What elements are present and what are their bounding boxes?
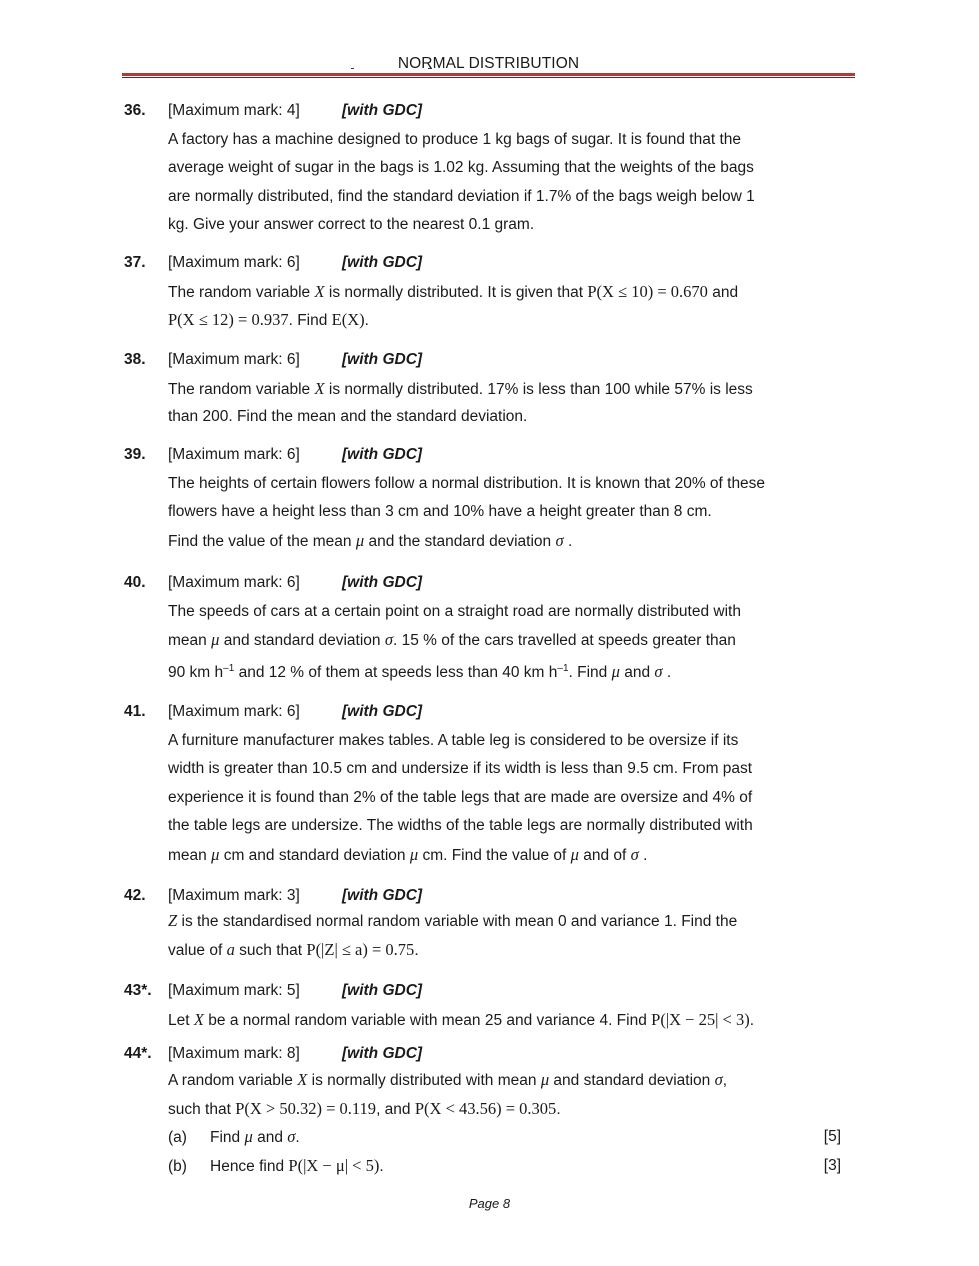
text-line <box>168 306 818 335</box>
part-marks: [5] <box>823 1128 841 1146</box>
text-line: A furniture manufacturer makes tables. A table leg is considered to be oversize if its <box>168 731 739 749</box>
page-header <box>122 55 855 75</box>
math-expression: P(X < 43.56) = 0.305 <box>414 1098 557 1118</box>
text-line <box>168 655 818 687</box>
gdc-label: [with GDC] <box>342 1045 423 1062</box>
math-z: Z <box>168 911 178 930</box>
text: . <box>749 1011 755 1029</box>
text: such that <box>168 1100 231 1118</box>
text: Let <box>168 1011 190 1029</box>
question-body <box>168 598 818 687</box>
math-sigma: σ <box>287 1127 296 1147</box>
math-mu: μ <box>211 630 220 650</box>
text: mean <box>168 846 207 864</box>
max-mark: [Maximum mark: 6] <box>168 446 300 463</box>
max-mark: [Maximum mark: 6] <box>168 574 300 591</box>
math-mu: μ <box>611 661 620 681</box>
max-mark: [Maximum mark: 4] <box>168 102 300 119</box>
math-expression: P(X ≤ 10) = 0.670 <box>587 281 708 301</box>
text-line <box>168 527 818 556</box>
math-sigma: σ <box>384 630 393 650</box>
text: Find the value of the mean <box>168 532 352 550</box>
question-number: 39. <box>124 446 146 463</box>
text-line: average weight of sugar in the bags is 1.02 kg. Assuming that the weights of the bags <box>168 159 754 177</box>
text-line <box>168 1095 818 1124</box>
max-mark: [Maximum mark: 6] <box>168 254 300 271</box>
text-line <box>168 841 818 870</box>
part-marks: [3] <box>823 1156 841 1174</box>
math-sigma: σ <box>555 530 564 550</box>
max-mark: [Maximum mark: 3] <box>168 887 300 904</box>
text: The random variable <box>168 380 311 398</box>
text: . <box>295 1129 300 1147</box>
part-a <box>168 1123 841 1152</box>
text: and the standard deviation <box>368 532 552 550</box>
gdc-label: [with GDC] <box>342 982 423 999</box>
math-mu: μ <box>211 844 220 864</box>
question-body <box>168 1006 818 1035</box>
text: mean <box>168 632 207 650</box>
header-rule <box>122 73 855 76</box>
text: and of <box>583 846 627 864</box>
question-number: 44*. <box>124 1045 152 1062</box>
text: . <box>643 846 648 864</box>
math-mu: μ <box>355 530 365 550</box>
part-label: (a) <box>168 1129 187 1147</box>
text: such that <box>239 941 303 959</box>
math-x: X <box>314 281 325 301</box>
question-number: 43*. <box>124 982 152 999</box>
text: cm. Find the value of <box>422 846 567 864</box>
text: and <box>257 1129 283 1147</box>
max-mark: [Maximum mark: 8] <box>168 1045 300 1062</box>
question-body <box>168 375 818 432</box>
text: and standard deviation <box>553 1072 711 1089</box>
math-x: X <box>314 378 325 398</box>
text: . <box>364 312 369 330</box>
text-line <box>168 936 818 965</box>
math-expression: P(|Z| ≤ a) = 0.75 <box>306 939 415 959</box>
text: . <box>414 941 419 959</box>
question-body <box>168 907 818 964</box>
question-number: 38. <box>124 351 146 368</box>
math-mu: μ <box>409 844 419 864</box>
math-expression: P(X > 50.32) = 0.119 <box>235 1098 377 1118</box>
text: . <box>379 1157 384 1175</box>
text: . 15 % of the cars travelled at speeds greater than <box>393 632 736 650</box>
text-line <box>168 626 818 655</box>
math-expression: E(X) <box>331 310 365 330</box>
text: 90 km h <box>168 663 224 681</box>
question-number: 42. <box>124 887 146 904</box>
text: cm and standard deviation <box>223 846 406 864</box>
text-line: kg. Give your answer correct to the nearest 0.1 gram. <box>168 216 535 234</box>
math-sigma: σ <box>630 844 639 864</box>
text-line <box>168 1006 818 1035</box>
text: , <box>722 1072 728 1089</box>
text-line <box>168 278 818 307</box>
math-x: X <box>193 1009 204 1029</box>
text: . Find <box>568 663 608 681</box>
header-title: NORMAL DISTRIBUTION <box>397 55 580 72</box>
question-body <box>168 278 818 335</box>
superscript: –1 <box>223 662 235 674</box>
text-line: A factory has a machine designed to produce 1 kg bags of sugar. It is found that the <box>168 130 742 148</box>
gdc-label: [with GDC] <box>342 574 423 591</box>
text-line <box>168 1066 818 1095</box>
question-body <box>168 126 818 240</box>
text-line: The heights of certain flowers follow a normal distribution. It is known that 20% of these <box>168 474 766 492</box>
text: and 12 % of them at speeds less than 40 km h <box>238 663 558 681</box>
math-mu: μ <box>244 1127 253 1147</box>
math-mu: μ <box>540 1070 550 1089</box>
math-expression: P(|X − 25| < 3) <box>651 1009 750 1029</box>
text: is normally distributed. It is given that <box>328 283 584 301</box>
question-body <box>168 470 818 556</box>
math-expression: P(|X − μ| < 5) <box>288 1155 380 1175</box>
superscript: –1 <box>557 662 569 674</box>
text-line: width is greater than 10.5 cm and undersize if its width is less than 9.5 cm. From past <box>168 760 753 778</box>
math-sigma: σ <box>714 1070 723 1089</box>
gdc-label: [with GDC] <box>342 102 423 119</box>
gdc-label: [with GDC] <box>342 446 423 463</box>
text: A random variable <box>168 1072 293 1089</box>
max-mark: [Maximum mark: 5] <box>168 982 300 999</box>
text-line: experience it is found than 2% of the table legs that are made are oversize and 4% of <box>168 788 753 806</box>
math-sigma: σ <box>654 661 663 681</box>
max-mark: [Maximum mark: 6] <box>168 703 300 720</box>
text: , and <box>376 1100 411 1118</box>
text: is the standardised normal random variable with mean 0 and variance 1. Find the <box>181 913 738 930</box>
math-x: X <box>297 1070 308 1089</box>
text: be a normal random variable with mean 25 and variance 4. Find <box>208 1011 647 1029</box>
text: and <box>712 283 739 301</box>
text: . <box>666 663 672 681</box>
question-number: 41. <box>124 703 146 720</box>
gdc-label: [with GDC] <box>342 887 423 904</box>
question-number: 36. <box>124 102 146 119</box>
question-body <box>168 1066 841 1180</box>
text-line <box>168 907 818 936</box>
text-line: The speeds of cars at a certain point on a straight road are normally distributed with <box>168 602 741 620</box>
gdc-label: [with GDC] <box>342 703 423 720</box>
text: The random variable <box>168 283 311 301</box>
math-a: a <box>226 939 235 959</box>
text-line: than 200. Find the mean and the standard deviation. <box>168 408 528 426</box>
text: . <box>556 1100 561 1118</box>
text-line: flowers have a height less than 3 cm and 10% have a height greater than 8 cm. <box>168 503 712 521</box>
math-mu: μ <box>570 844 579 864</box>
max-mark: [Maximum mark: 6] <box>168 351 300 368</box>
text: is normally distributed. 17% is less than 100 while 57% is less <box>328 380 753 398</box>
page-number: Page 8 <box>468 1196 511 1211</box>
text-line <box>168 375 818 404</box>
text: is normally distributed with mean <box>311 1072 537 1089</box>
gdc-label: [with GDC] <box>342 254 423 271</box>
text: value of <box>168 941 223 959</box>
text: and <box>624 663 651 681</box>
text: Hence find <box>210 1157 285 1175</box>
text-line: are normally distributed, find the standard deviation if 1.7% of the bags weigh below 1 <box>168 187 755 205</box>
question-number: 40. <box>124 574 146 591</box>
question-body <box>168 727 818 870</box>
text: and standard deviation <box>223 632 381 650</box>
text: . <box>567 532 573 550</box>
part-label: (b) <box>168 1157 187 1175</box>
part-b <box>168 1152 841 1181</box>
question-number: 37. <box>124 254 146 271</box>
gdc-label: [with GDC] <box>342 351 423 368</box>
text-line: the table legs are undersize. The widths of the table legs are normally distributed with <box>168 817 753 835</box>
header-rule-thin <box>122 77 855 78</box>
math-expression: P(X ≤ 12) = 0.937 <box>168 310 289 330</box>
text: . Find <box>288 312 328 330</box>
text: Find <box>210 1129 241 1147</box>
